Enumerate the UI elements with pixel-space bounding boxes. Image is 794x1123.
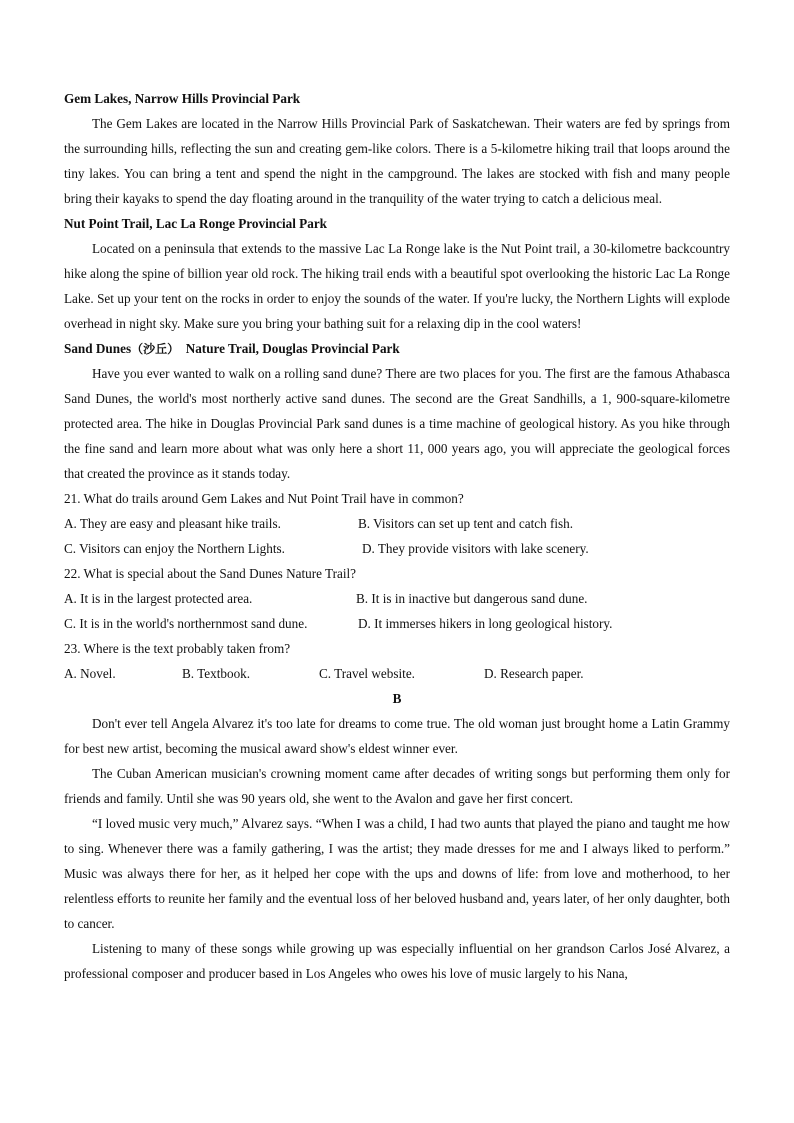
question-22-options-row-2 <box>64 611 730 636</box>
passage-b-paragraph-3: “I loved music very much,” Alvarez says. “When I was a child, I had two aunts that played the piano and taught me how to sing. Whenever there was a family gathering, I was the artist; they made dresses for me and I always liked to perform.” Music was always there for her, as it helped her cope with the ups and downs of life: from love and motherhood, to her relentless efforts to reunite her family and the eventual loss of her beloved husband and, years later, of her only daughter, both to cancer. <box>64 816 730 931</box>
section-text-gem-lakes: The Gem Lakes are located in the Narrow Hills Provincial Park of Saskatchewan. Their waters are fed by springs from the surrounding hills, reflecting the sun and creating gem-like colors. There is a 5-kilometre hiking trail that loops around the tiny lakes. You can bring a tent and spend the night in the campground. The lakes are stocked with fish and many people bring their kayaks to spend the day floating around in the tranquility of the water trying to catch a delicious meal. <box>64 116 730 206</box>
section-title-gem-lakes: Gem Lakes, Narrow Hills Provincial Park <box>64 91 301 106</box>
title-part-a: Sand Dunes <box>64 341 132 356</box>
passage-b-paragraph-2: The Cuban American musician's crowning moment came after decades of writing songs but performing them only for friends and family. Until she was 90 years old, she went to the Avalon and gave her first concert. <box>64 766 730 806</box>
option-22-c: C. It is in the world's northernmost sand dune. <box>64 616 308 631</box>
section-title-sand-dunes <box>64 336 730 361</box>
option-23-c: C. Travel website. <box>319 666 415 681</box>
option-21-d: D. They provide visitors with lake scenery. <box>362 541 589 556</box>
option-23-a: A. Novel. <box>64 666 116 681</box>
option-22-b: B. It is in inactive but dangerous sand dune. <box>356 591 588 606</box>
option-21-b: B. Visitors can set up tent and catch fish. <box>358 516 574 531</box>
document-page <box>64 86 730 986</box>
option-21-c: C. Visitors can enjoy the Northern Lights. <box>64 541 285 556</box>
option-23-b: B. Textbook. <box>182 666 251 681</box>
question-22: 22. What is special about the Sand Dunes Nature Trail? <box>64 566 357 581</box>
question-21-options-row-1 <box>64 511 730 536</box>
section-text-sand-dunes: Have you ever wanted to walk on a rolling sand dune? There are two places for you. The first are the famous Athabasca Sand Dunes, the world's most northerly active sand dunes. The second are the Great Sandhills, a 1, 900-square-kilometre protected area. The hike in Douglas Provincial Park sand dunes is a time machine of geological history. As you hike through the fine sand and learn more about what was only here a short 11, 000 years ago, you will appreciate the geological forces that created the province as it stands today. <box>64 366 730 481</box>
question-21: 21. What do trails around Gem Lakes and Nut Point Trail have in common? <box>64 491 464 506</box>
title-part-chinese: （沙丘） <box>131 342 180 356</box>
passage-b-label: B <box>392 691 402 706</box>
option-21-a: A. They are easy and pleasant hike trails. <box>64 516 281 531</box>
option-22-a: A. It is in the largest protected area. <box>64 591 253 606</box>
option-23-d: D. Research paper. <box>484 666 584 681</box>
question-21-options-row-2 <box>64 536 730 561</box>
passage-b-paragraph-4: Listening to many of these songs while growing up was especially influential on her grandson Carlos José Alvarez, a professional composer and producer based in Los Angeles who owes his love of music largely to his Nana, <box>64 941 730 981</box>
question-22-options-row-1 <box>64 586 730 611</box>
option-22-d: D. It immerses hikers in long geological history. <box>358 616 613 631</box>
question-23: 23. Where is the text probably taken from? <box>64 641 291 656</box>
question-23-options <box>64 661 730 686</box>
section-title-nut-point: Nut Point Trail, Lac La Ronge Provincial Park <box>64 216 328 231</box>
section-text-nut-point: Located on a peninsula that extends to the massive Lac La Ronge lake is the Nut Point trail, a 30-kilometre backcountry hike along the spine of billion year old rock. The hiking trail ends with a beautiful spot overlooking the historic Lac La Ronge Lake. Set up your tent on the rocks in order to enjoy the sounds of the water. If you're lucky, the Northern Lights will explode overhead in night sky. Make sure you bring your bathing suit for a relaxing dip in the cool waters! <box>64 241 730 331</box>
passage-b-paragraph-1: Don't ever tell Angela Alvarez it's too late for dreams to come true. The old woman just brought home a Latin Grammy for best new artist, becoming the musical award show's eldest winner ever. <box>64 716 730 756</box>
title-part-b: Nature Trail, Douglas Provincial Park <box>185 341 400 356</box>
